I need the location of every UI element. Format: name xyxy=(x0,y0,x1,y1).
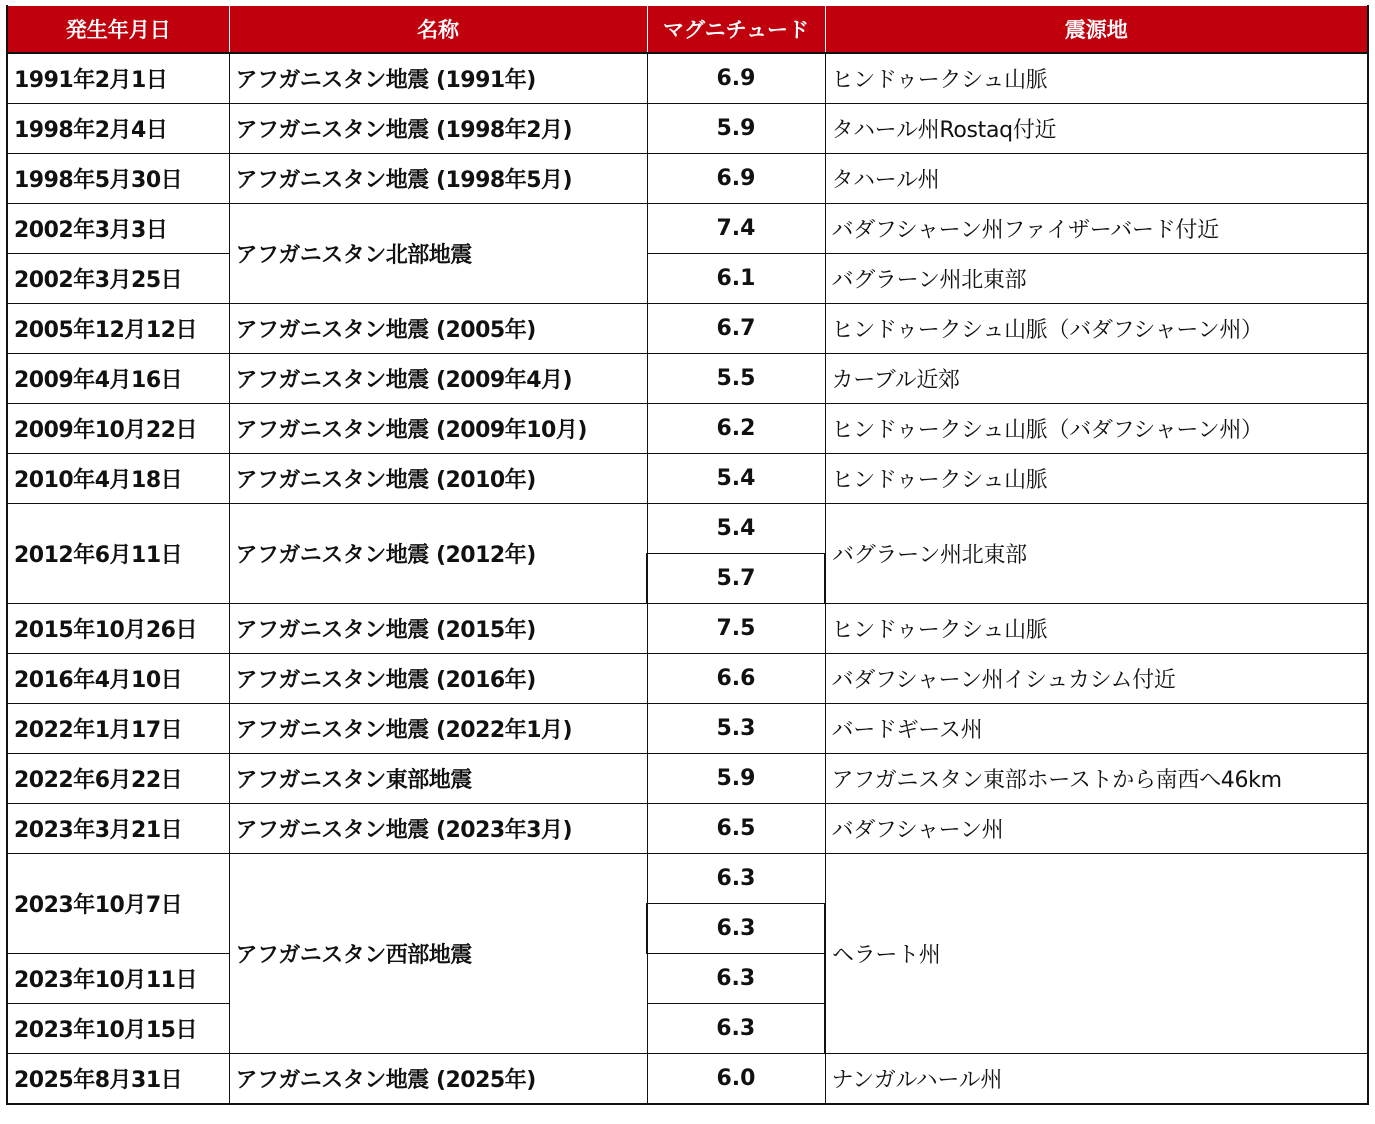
magnitude-cell: 7.4 xyxy=(647,204,825,254)
date-cell: 2002年3月25日 xyxy=(7,254,229,304)
name-cell: アフガニスタン地震 (2009年10月) xyxy=(229,404,647,454)
date-cell: 2002年3月3日 xyxy=(7,204,229,254)
epicenter-cell: ヒンドゥークシュ山脈 xyxy=(825,454,1368,504)
table-row xyxy=(7,754,1368,804)
table-row xyxy=(7,53,1368,104)
name-cell: アフガニスタン地震 (2016年) xyxy=(229,654,647,704)
magnitude-cell: 5.9 xyxy=(647,754,825,804)
epicenter-cell: タハール州 xyxy=(825,154,1368,204)
table-row xyxy=(7,354,1368,404)
epicenter-cell: バグラーン州北東部 xyxy=(825,254,1368,304)
epicenter-cell: ヒンドゥークシュ山脈 xyxy=(825,53,1368,104)
name-cell: アフガニスタン地震 (2009年4月) xyxy=(229,354,647,404)
table-row xyxy=(7,204,1368,254)
table-header-row xyxy=(7,6,1368,54)
header-date: 発生年月日 xyxy=(7,6,229,54)
name-cell: アフガニスタン地震 (2015年) xyxy=(229,604,647,654)
epicenter-cell: バグラーン州北東部 xyxy=(825,504,1368,604)
magnitude-cell: 5.7 xyxy=(647,554,825,604)
epicenter-cell: バードギース州 xyxy=(825,704,1368,754)
magnitude-cell: 6.3 xyxy=(647,904,825,954)
magnitude-cell: 5.3 xyxy=(647,704,825,754)
magnitude-cell: 5.4 xyxy=(647,504,825,554)
magnitude-cell: 6.1 xyxy=(647,254,825,304)
table-row xyxy=(7,654,1368,704)
magnitude-cell: 6.9 xyxy=(647,53,825,104)
date-cell: 2009年10月22日 xyxy=(7,404,229,454)
date-cell: 2022年6月22日 xyxy=(7,754,229,804)
epicenter-cell: ヘラート州 xyxy=(825,854,1368,1054)
magnitude-cell: 6.9 xyxy=(647,154,825,204)
name-cell: アフガニスタン地震 (2023年3月) xyxy=(229,804,647,854)
table-row xyxy=(7,404,1368,454)
epicenter-cell: ヒンドゥークシュ山脈（バダフシャーン州） xyxy=(825,304,1368,354)
name-cell: アフガニスタン地震 (2005年) xyxy=(229,304,647,354)
magnitude-cell: 6.5 xyxy=(647,804,825,854)
name-cell: アフガニスタン地震 (2012年) xyxy=(229,504,647,604)
magnitude-cell: 5.4 xyxy=(647,454,825,504)
name-cell: アフガニスタン地震 (2010年) xyxy=(229,454,647,504)
epicenter-cell: タハール州Rostaq付近 xyxy=(825,104,1368,154)
epicenter-cell: アフガニスタン東部ホーストから南西へ46km xyxy=(825,754,1368,804)
epicenter-cell: カーブル近郊 xyxy=(825,354,1368,404)
name-cell: アフガニスタン東部地震 xyxy=(229,754,647,804)
epicenter-cell: バダフシャーン州イシュカシム付近 xyxy=(825,654,1368,704)
date-cell: 2023年10月11日 xyxy=(7,954,229,1004)
date-cell: 1998年5月30日 xyxy=(7,154,229,204)
date-cell: 1998年2月4日 xyxy=(7,104,229,154)
magnitude-cell: 5.9 xyxy=(647,104,825,154)
table-row xyxy=(7,304,1368,354)
magnitude-cell: 6.3 xyxy=(647,854,825,904)
date-cell: 1991年2月1日 xyxy=(7,53,229,104)
header-name: 名称 xyxy=(229,6,647,54)
date-cell: 2022年1月17日 xyxy=(7,704,229,754)
date-cell: 2010年4月18日 xyxy=(7,454,229,504)
date-cell: 2023年10月7日 xyxy=(7,854,229,954)
magnitude-cell: 5.5 xyxy=(647,354,825,404)
earthquake-table xyxy=(6,5,1369,1105)
table-row xyxy=(7,104,1368,154)
table-row xyxy=(7,254,1368,304)
name-cell: アフガニスタン北部地震 xyxy=(229,204,647,304)
magnitude-cell: 6.3 xyxy=(647,1004,825,1054)
table-row xyxy=(7,504,1368,554)
magnitude-cell: 6.3 xyxy=(647,954,825,1004)
date-cell: 2012年6月11日 xyxy=(7,504,229,604)
epicenter-cell: ヒンドゥークシュ山脈 xyxy=(825,604,1368,654)
name-cell: アフガニスタン西部地震 xyxy=(229,854,647,1054)
date-cell: 2023年3月21日 xyxy=(7,804,229,854)
table-row xyxy=(7,154,1368,204)
name-cell: アフガニスタン地震 (1998年5月) xyxy=(229,154,647,204)
date-cell: 2015年10月26日 xyxy=(7,604,229,654)
magnitude-cell: 6.6 xyxy=(647,654,825,704)
table-row xyxy=(7,454,1368,504)
epicenter-cell: バダフシャーン州ファイザーバード付近 xyxy=(825,204,1368,254)
magnitude-cell: 6.0 xyxy=(647,1054,825,1105)
magnitude-cell: 6.2 xyxy=(647,404,825,454)
table-row xyxy=(7,604,1368,654)
table-row xyxy=(7,804,1368,854)
date-cell: 2023年10月15日 xyxy=(7,1004,229,1054)
magnitude-cell: 7.5 xyxy=(647,604,825,654)
name-cell: アフガニスタン地震 (1998年2月) xyxy=(229,104,647,154)
date-cell: 2025年8月31日 xyxy=(7,1054,229,1105)
table-row xyxy=(7,704,1368,754)
header-epicenter: 震源地 xyxy=(825,6,1368,54)
name-cell: アフガニスタン地震 (2022年1月) xyxy=(229,704,647,754)
epicenter-cell: ナンガルハール州 xyxy=(825,1054,1368,1105)
date-cell: 2005年12月12日 xyxy=(7,304,229,354)
epicenter-cell: バダフシャーン州 xyxy=(825,804,1368,854)
epicenter-cell: ヒンドゥークシュ山脈（バダフシャーン州） xyxy=(825,404,1368,454)
date-cell: 2016年4月10日 xyxy=(7,654,229,704)
magnitude-cell: 6.7 xyxy=(647,304,825,354)
table-row xyxy=(7,854,1368,904)
table-row xyxy=(7,1054,1368,1105)
date-cell: 2009年4月16日 xyxy=(7,354,229,404)
name-cell: アフガニスタン地震 (1991年) xyxy=(229,53,647,104)
name-cell: アフガニスタン地震 (2025年) xyxy=(229,1054,647,1105)
header-magnitude: マグニチュード xyxy=(647,6,825,54)
